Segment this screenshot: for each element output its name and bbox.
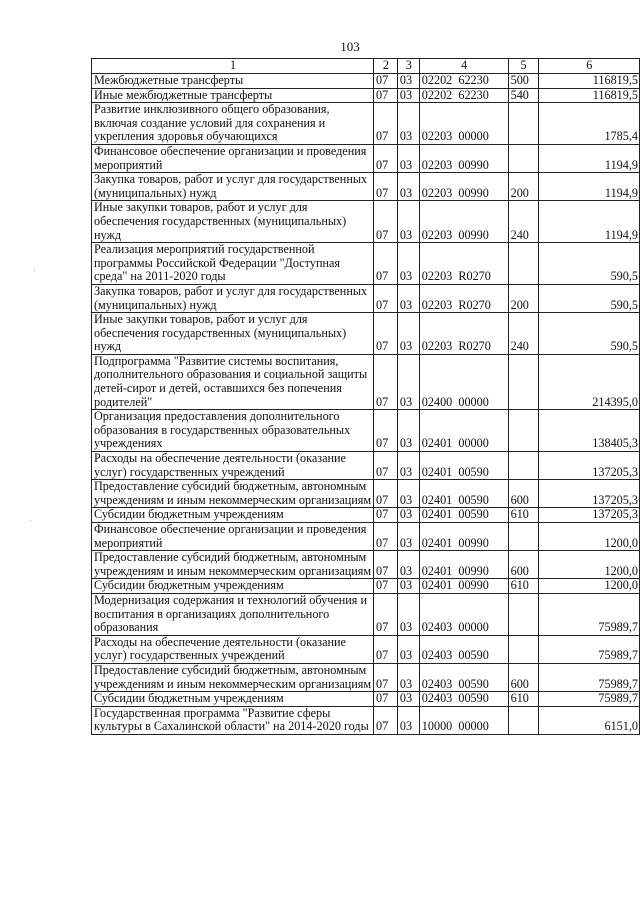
section-code-cell: 07 — [373, 243, 397, 285]
header-col-5: 5 — [508, 59, 538, 74]
section-code-cell: 07 — [373, 410, 397, 452]
amount-cell: 590,5 — [538, 313, 639, 355]
row-name-cell: Предоставление субсидий бюджетным, автономным учреждениям и иным некоммерческим организациям — [92, 480, 374, 508]
amount-cell: 1194,9 — [538, 144, 639, 172]
table-row — [92, 243, 640, 285]
table-row — [92, 201, 640, 243]
target-article-cell: 10000 00000 — [419, 706, 508, 734]
row-name-cell: Субсидии бюджетным учреждениям — [92, 579, 374, 594]
section-code-cell: 07 — [373, 692, 397, 707]
subsection-code-cell: 03 — [397, 88, 419, 103]
amount-cell: 1194,9 — [538, 173, 639, 201]
target-article-cell: 02403 00590 — [419, 692, 508, 707]
budget-table — [91, 58, 640, 735]
table-row — [92, 706, 640, 734]
amount-cell: 214395,0 — [538, 354, 639, 409]
expense-type-cell: 610 — [508, 579, 538, 594]
section-code-cell: 07 — [373, 201, 397, 243]
subsection-code-cell: 03 — [397, 144, 419, 172]
subsection-code-cell: 03 — [397, 284, 419, 312]
subsection-code-cell: 03 — [397, 452, 419, 480]
section-code-cell: 07 — [373, 593, 397, 635]
row-name-cell: Иные закупки товаров, работ и услуг для обеспечения государственных (муниципальных) нужд — [92, 313, 374, 355]
amount-cell: 137205,3 — [538, 508, 639, 523]
amount-cell: 116819,5 — [538, 88, 639, 103]
header-col-2: 2 — [373, 59, 397, 74]
row-name-cell: Субсидии бюджетным учреждениям — [92, 692, 374, 707]
subsection-code-cell: 03 — [397, 243, 419, 285]
expense-type-cell — [508, 354, 538, 409]
subsection-code-cell: 03 — [397, 706, 419, 734]
subsection-code-cell: 03 — [397, 579, 419, 594]
row-name-cell: Субсидии бюджетным учреждениям — [92, 508, 374, 523]
expense-type-cell — [508, 706, 538, 734]
subsection-code-cell: 03 — [397, 692, 419, 707]
subsection-code-cell: 03 — [397, 551, 419, 579]
table-row — [92, 579, 640, 594]
target-article-cell: 02202 62230 — [419, 74, 508, 89]
amount-cell: 138405,3 — [538, 410, 639, 452]
target-article-cell: 02403 00000 — [419, 593, 508, 635]
page-number: 103 — [340, 39, 360, 54]
section-code-cell: 07 — [373, 74, 397, 89]
row-name-cell: Предоставление субсидий бюджетным, автономным учреждениям и иным некоммерческим организациям — [92, 663, 374, 691]
scan-speck — [30, 520, 31, 521]
row-name-cell: Межбюджетные трансферты — [92, 74, 374, 89]
subsection-code-cell: 03 — [397, 74, 419, 89]
target-article-cell: 02401 00990 — [419, 551, 508, 579]
table-row — [92, 354, 640, 409]
amount-cell: 137205,3 — [538, 480, 639, 508]
header-col-3: 3 — [397, 59, 419, 74]
expense-type-cell — [508, 243, 538, 285]
row-name-cell: Государственная программа "Развитие сферы культуры в Сахалинской области" на 2014-2020 годы — [92, 706, 374, 734]
amount-cell: 1200,0 — [538, 523, 639, 551]
table-header-row — [92, 59, 640, 74]
target-article-cell: 02203 R0270 — [419, 243, 508, 285]
expense-type-cell — [508, 144, 538, 172]
row-name-cell: Реализация мероприятий государственной программы Российской Федерации "Доступная среда" на 2011-2020 годы — [92, 243, 374, 285]
table-row — [92, 508, 640, 523]
section-code-cell: 07 — [373, 103, 397, 145]
target-article-cell: 02203 00990 — [419, 173, 508, 201]
table-row — [92, 452, 640, 480]
target-article-cell: 02203 R0270 — [419, 284, 508, 312]
row-name-cell: Закупка товаров, работ и услуг для государственных (муниципальных) нужд — [92, 173, 374, 201]
expense-type-cell — [508, 593, 538, 635]
scan-speck — [34, 270, 35, 271]
amount-cell: 1785,4 — [538, 103, 639, 145]
target-article-cell: 02203 00990 — [419, 144, 508, 172]
target-article-cell: 02400 00000 — [419, 354, 508, 409]
subsection-code-cell: 03 — [397, 313, 419, 355]
expense-type-cell: 600 — [508, 480, 538, 508]
row-name-cell: Финансовое обеспечение организации и проведения мероприятий — [92, 144, 374, 172]
amount-cell: 75989,7 — [538, 663, 639, 691]
expense-type-cell: 200 — [508, 173, 538, 201]
subsection-code-cell: 03 — [397, 635, 419, 663]
expense-type-cell: 610 — [508, 692, 538, 707]
subsection-code-cell: 03 — [397, 523, 419, 551]
target-article-cell: 02401 00000 — [419, 410, 508, 452]
expense-type-cell: 240 — [508, 201, 538, 243]
header-col-4: 4 — [419, 59, 508, 74]
table-row — [92, 173, 640, 201]
section-code-cell: 07 — [373, 579, 397, 594]
expense-type-cell — [508, 103, 538, 145]
table-row — [92, 144, 640, 172]
section-code-cell: 07 — [373, 523, 397, 551]
header-col-6: 6 — [538, 59, 639, 74]
table-row — [92, 635, 640, 663]
subsection-code-cell: 03 — [397, 593, 419, 635]
table-row — [92, 523, 640, 551]
expense-type-cell: 610 — [508, 508, 538, 523]
row-name-cell: Иные межбюджетные трансферты — [92, 88, 374, 103]
target-article-cell: 02203 00000 — [419, 103, 508, 145]
expense-type-cell: 500 — [508, 74, 538, 89]
table-row — [92, 74, 640, 89]
section-code-cell: 07 — [373, 663, 397, 691]
section-code-cell: 07 — [373, 452, 397, 480]
row-name-cell: Предоставление субсидий бюджетным, автономным учреждениям и иным некоммерческим организациям — [92, 551, 374, 579]
row-name-cell: Организация предоставления дополнительного образования в государственных образовательных учреждениях — [92, 410, 374, 452]
target-article-cell: 02401 00590 — [419, 452, 508, 480]
row-name-cell: Иные закупки товаров, работ и услуг для обеспечения государственных (муниципальных) нужд — [92, 201, 374, 243]
target-article-cell: 02401 00990 — [419, 579, 508, 594]
target-article-cell: 02202 62230 — [419, 88, 508, 103]
header-col-1: 1 — [92, 59, 374, 74]
table-row — [92, 284, 640, 312]
amount-cell: 6151,0 — [538, 706, 639, 734]
table-row — [92, 692, 640, 707]
expense-type-cell: 600 — [508, 551, 538, 579]
target-article-cell: 02403 00590 — [419, 635, 508, 663]
section-code-cell: 07 — [373, 144, 397, 172]
expense-type-cell: 200 — [508, 284, 538, 312]
table-row — [92, 410, 640, 452]
target-article-cell: 02401 00590 — [419, 508, 508, 523]
expense-type-cell: 540 — [508, 88, 538, 103]
amount-cell: 1200,0 — [538, 551, 639, 579]
section-code-cell: 07 — [373, 284, 397, 312]
subsection-code-cell: 03 — [397, 508, 419, 523]
section-code-cell: 07 — [373, 706, 397, 734]
amount-cell: 75989,7 — [538, 635, 639, 663]
row-name-cell: Закупка товаров, работ и услуг для государственных (муниципальных) нужд — [92, 284, 374, 312]
row-name-cell: Расходы на обеспечение деятельности (оказание услуг) государственных учреждений — [92, 452, 374, 480]
subsection-code-cell: 03 — [397, 354, 419, 409]
amount-cell: 116819,5 — [538, 74, 639, 89]
expense-type-cell — [508, 523, 538, 551]
section-code-cell: 07 — [373, 354, 397, 409]
expense-type-cell: 600 — [508, 663, 538, 691]
amount-cell: 590,5 — [538, 284, 639, 312]
amount-cell: 75989,7 — [538, 593, 639, 635]
subsection-code-cell: 03 — [397, 663, 419, 691]
table-row — [92, 551, 640, 579]
expense-type-cell — [508, 452, 538, 480]
subsection-code-cell: 03 — [397, 103, 419, 145]
target-article-cell: 02203 00990 — [419, 201, 508, 243]
subsection-code-cell: 03 — [397, 410, 419, 452]
expense-type-cell: 240 — [508, 313, 538, 355]
amount-cell: 1200,0 — [538, 579, 639, 594]
row-name-cell: Модернизация содержания и технологий обучения и воспитания в организациях дополнительного образования — [92, 593, 374, 635]
table-row — [92, 313, 640, 355]
target-article-cell: 02401 00990 — [419, 523, 508, 551]
subsection-code-cell: 03 — [397, 173, 419, 201]
expense-type-cell — [508, 410, 538, 452]
section-code-cell: 07 — [373, 313, 397, 355]
amount-cell: 75989,7 — [538, 692, 639, 707]
row-name-cell: Подпрограмма "Развитие системы воспитания, дополнительного образования и социальной защиты детей-сирот и детей, оставшихся без попечения родителей" — [92, 354, 374, 409]
amount-cell: 137205,3 — [538, 452, 639, 480]
expense-type-cell — [508, 635, 538, 663]
row-name-cell: Развитие инклюзивного общего образования, включая создание условий для сохранения и укрепления здоровья обучающихся — [92, 103, 374, 145]
amount-cell: 1194,9 — [538, 201, 639, 243]
target-article-cell: 02203 R0270 — [419, 313, 508, 355]
target-article-cell: 02403 00590 — [419, 663, 508, 691]
subsection-code-cell: 03 — [397, 201, 419, 243]
row-name-cell: Расходы на обеспечение деятельности (оказание услуг) государственных учреждений — [92, 635, 374, 663]
section-code-cell: 07 — [373, 173, 397, 201]
section-code-cell: 07 — [373, 88, 397, 103]
section-code-cell: 07 — [373, 480, 397, 508]
subsection-code-cell: 03 — [397, 480, 419, 508]
target-article-cell: 02401 00590 — [419, 480, 508, 508]
amount-cell: 590,5 — [538, 243, 639, 285]
table-row — [92, 663, 640, 691]
section-code-cell: 07 — [373, 551, 397, 579]
section-code-cell: 07 — [373, 508, 397, 523]
section-code-cell: 07 — [373, 635, 397, 663]
table-row — [92, 480, 640, 508]
table-row — [92, 88, 640, 103]
table-row — [92, 593, 640, 635]
table-row — [92, 103, 640, 145]
row-name-cell: Финансовое обеспечение организации и проведения мероприятий — [92, 523, 374, 551]
